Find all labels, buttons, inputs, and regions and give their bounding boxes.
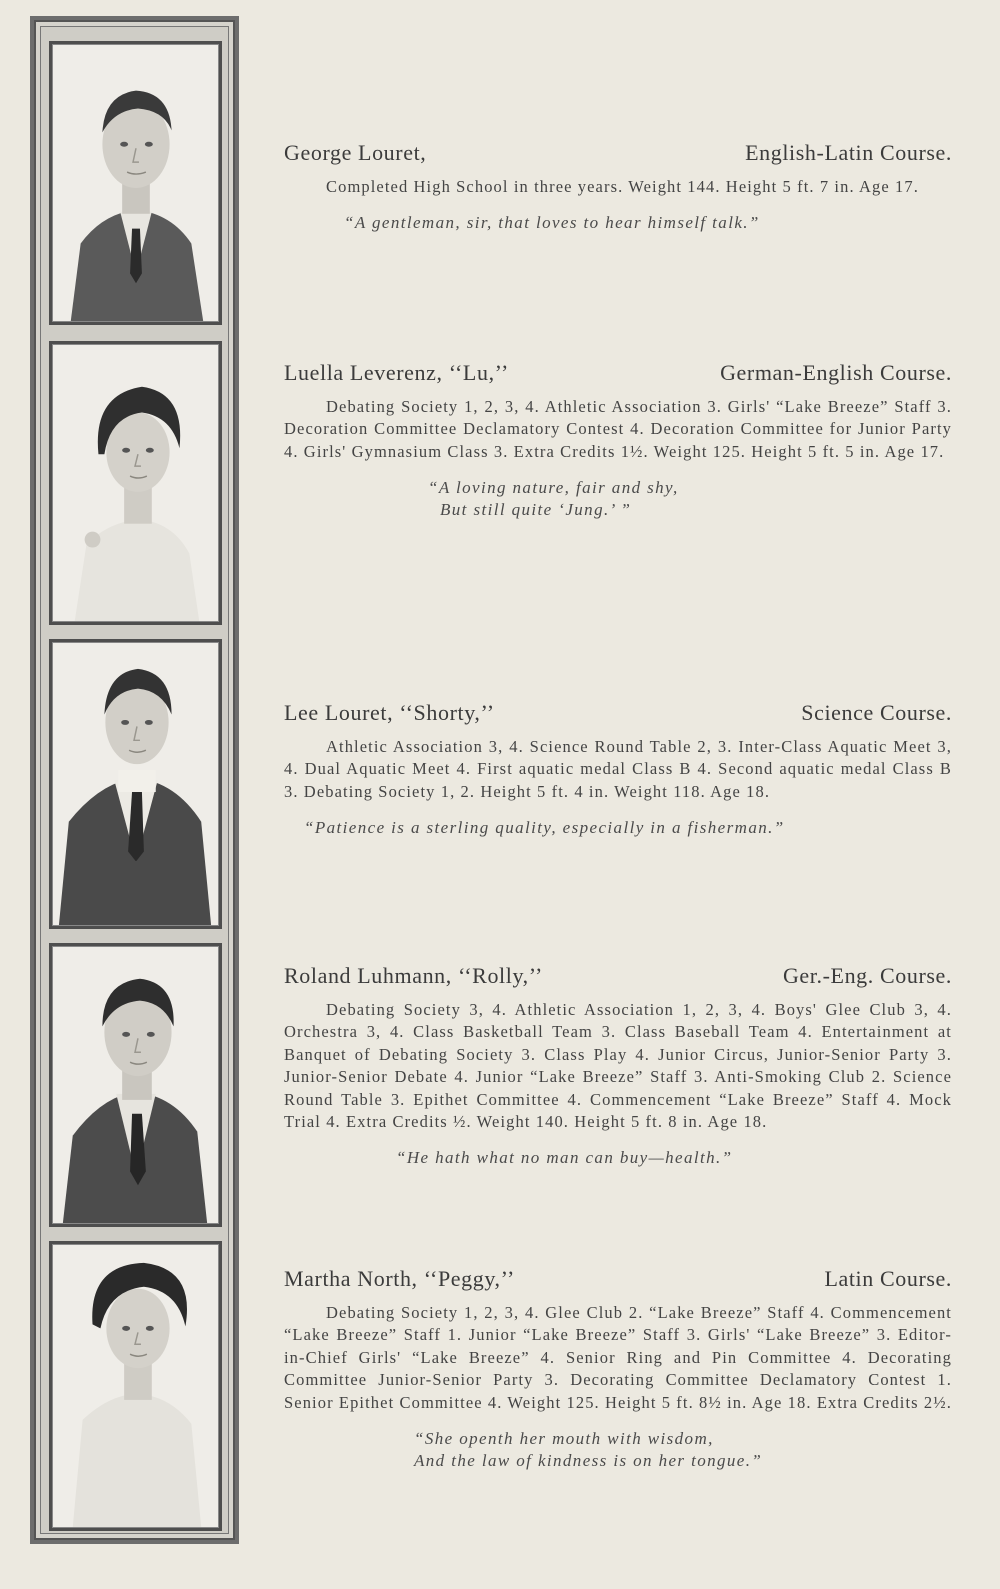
entry-heading	[284, 1266, 952, 1292]
course-name: Ger.-Eng. Course.	[782, 963, 952, 988]
quote-line: And the law of kindness is on her tongue.”	[414, 1451, 763, 1471]
entry-martha-north	[284, 1266, 952, 1472]
portrait-frame-martha	[49, 1241, 222, 1531]
student-name: Luella Leverenz, ‘‘Lu,’’	[284, 360, 509, 385]
quote-line: “He hath what no man can buy—health.”	[396, 1148, 733, 1168]
student-record: Completed High School in three years. Weight 144. Height 5 ft. 7 in. Age 17.	[326, 177, 919, 196]
entry-heading	[284, 963, 952, 989]
portrait-man-icon	[53, 45, 218, 321]
course-name: Science Course.	[801, 700, 952, 725]
epithet-quote	[284, 1428, 952, 1472]
portrait-woman-icon	[53, 345, 218, 621]
entry-heading	[284, 360, 952, 386]
student-name: George Louret,	[284, 140, 427, 165]
portrait-photo-roland	[52, 946, 219, 1224]
portrait-frame-roland	[49, 943, 222, 1227]
portrait-frame-lee	[49, 639, 222, 929]
entry-george-louret	[284, 140, 952, 234]
quote-line: “Patience is a sterling quality, especially in a fisherman.”	[304, 818, 785, 838]
student-name: Lee Louret, ‘‘Shorty,’’	[284, 700, 495, 725]
student-record: Debating Society 3, 4. Athletic Association 1, 2, 3, 4. Boys' Glee Club 3, 4. Orchestra 3, 4. Class Basketball Team 3. Class Baseball Team 4. Entertainment at Banquet of Debating Society 3. Class Play 4. Junior Circus, Junior-Senior Party 3. Junior-Senior Debate 4. Junior “Lake Breeze” Staff 3. Anti-Smoking Club 2. Science Round Table 3. Epithet Committee 4. Commencement “Lake Breeze” Staff 4. Mock Trial 4. Extra Credits ½. Weight 140. Height 5 ft. 8 in. Age 18.	[284, 1000, 952, 1132]
student-name: Martha North, ‘‘Peggy,’’	[284, 1266, 515, 1291]
photo-strip	[30, 16, 239, 1544]
entry-luella-leverenz	[284, 360, 952, 521]
portrait-photo-martha	[52, 1244, 219, 1528]
epithet-quote	[284, 1147, 952, 1169]
portrait-photo-luella	[52, 344, 219, 622]
student-name: Roland Luhmann, ‘‘Rolly,’’	[284, 963, 543, 988]
quote-line: “A loving nature, fair and shy,	[428, 478, 679, 498]
portrait-photo-george	[52, 44, 219, 322]
entry-lee-louret	[284, 700, 952, 839]
student-record: Debating Society 1, 2, 3, 4. Athletic Association 3. Girls' “Lake Breeze” Staff 3. Decoration Committee Declamatory Contest 4. Decoration Committee for Junior Party 4. Girls' Gymnasium Class 3. Extra Credits 1½. Weight 125. Height 5 ft. 5 in. Age 17.	[284, 397, 952, 461]
portrait-frame-luella	[49, 341, 222, 625]
epithet-quote	[284, 817, 952, 839]
portrait-woman-icon	[53, 1245, 218, 1527]
photo-strip-border	[34, 20, 235, 1540]
quote-line: “A gentleman, sir, that loves to hear himself talk.”	[344, 213, 760, 233]
portrait-man-icon	[53, 947, 218, 1223]
photo-strip-mat	[40, 26, 229, 1534]
portrait-man-icon	[53, 643, 218, 925]
entry-heading	[284, 700, 952, 726]
student-record: Athletic Association 3, 4. Science Round Table 2, 3. Inter-Class Aquatic Meet 3, 4. Dual Aquatic Meet 4. First aquatic medal Class B 4. Second aquatic medal Class B 3. Debating Society 1, 2. Height 5 ft. 4 in. Weight 118. Age 18.	[284, 737, 952, 801]
epithet-quote	[284, 477, 952, 521]
epithet-quote	[284, 212, 952, 234]
course-name: Latin Course.	[824, 1266, 952, 1291]
student-record: Debating Society 1, 2, 3, 4. Glee Club 2. “Lake Breeze” Staff 4. Commencement “Lake Breeze” Staff 1. Junior “Lake Breeze” Staff 3. Girls' “Lake Breeze” 3. Editor-in-Chief Girls' “Lake Breeze” 4. Senior Ring and Pin Committee 4. Decorating Committee Junior-Senior Party 3. Decorating Committee Declamatory Contest 1. Senior Epithet Committee 4. Weight 125. Height 5 ft. 8½ in. Age 18. Extra Credits 2½.	[284, 1303, 952, 1412]
portrait-frame-george	[49, 41, 222, 325]
entry-roland-luhmann	[284, 963, 952, 1169]
entry-heading	[284, 140, 952, 166]
course-name: English-Latin Course.	[745, 140, 952, 165]
course-name: German-English Course.	[720, 360, 952, 385]
quote-line: But still quite ‘Jung.’ ”	[440, 500, 632, 520]
quote-line: “She openth her mouth with wisdom,	[414, 1429, 714, 1449]
portrait-photo-lee	[52, 642, 219, 926]
